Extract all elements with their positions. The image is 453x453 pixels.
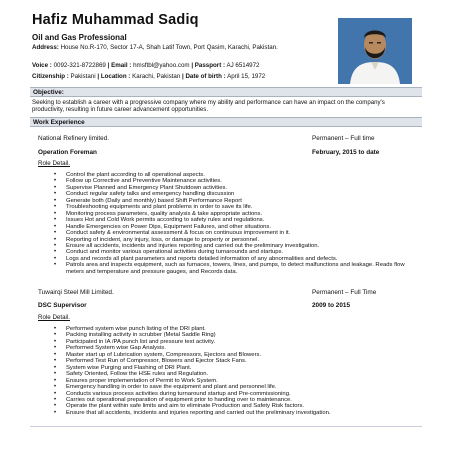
citizenship-value: Pakistani — [70, 73, 96, 80]
job-1-dates: February, 2015 to date — [312, 149, 380, 156]
duty-item: • Participated in IA /PA punch list and pressure test activity. — [52, 339, 420, 345]
duty-item: • Reporting of incident, any injury, loss, or damage to property or personnel. — [52, 237, 420, 243]
duty-item: • Conduct and monitor various operational activities during turnarounds and startups. — [52, 249, 420, 255]
location-label: Location : — [100, 73, 131, 80]
voice-value: 0092-321-8722869 — [53, 62, 106, 69]
job-2-role-label: Role Detail. — [38, 314, 70, 321]
address-label: Address: — [32, 44, 59, 51]
duty-item: • Performed Test Run of Compressor, Blowers and Ejector Stack Fans. — [52, 358, 420, 364]
email-value: hmsftbl@yahoo.com — [133, 62, 190, 69]
job-1-position: Operation Foreman — [38, 149, 97, 156]
duty-item: • Conduct regular safety talks and emergency handling discussion — [52, 191, 420, 197]
duty-item: • Ensures proper implementation of Permit to Work System. — [52, 378, 420, 384]
address-line — [32, 44, 322, 52]
person-icon — [338, 18, 412, 84]
duty-item: • Handle Emergencies on Power Dips, Equipment Failures, and other situations. — [52, 224, 420, 230]
job-1-duties — [52, 172, 420, 275]
duty-item: • Master start up of Lubrication system, Compressors, Ejectors and Blowers. — [52, 352, 420, 358]
work-experience-heading: Work Experience — [30, 117, 422, 127]
duty-item: • Control the plant according to all operational aspects. — [52, 172, 420, 178]
job-1-role-label: Role Detail. — [38, 160, 70, 167]
duty-item: • Packing installing activity in scrubber (Metal Saddle Ring) — [52, 332, 420, 338]
duty-item: • Issues Hot and Cold Work permits according to safety rules and regulations. — [52, 217, 420, 223]
duty-item: • Generate both (Daily and monthly) based Shift Performance Report — [52, 198, 420, 204]
duty-item: • Ensure all accidents, incidents and injuries reporting and carried out the preliminary investigation. — [52, 243, 420, 249]
duty-item: • Safety Oriented, Follow the HSE rules and Regulation. — [52, 371, 420, 377]
candidate-title: Oil and Gas Professional — [32, 33, 127, 42]
job-2-position: DSC Supervisor — [38, 302, 87, 309]
candidate-name: Hafiz Muhammad Sadiq — [32, 12, 199, 28]
duty-item: • System wise Purging and Flashing of DRI Plant. — [52, 365, 420, 371]
duty-item: • Emergency handling in order to save the equipment and plant and personnel life. — [52, 384, 420, 390]
dob-value: April 15, 1972 — [227, 73, 266, 80]
objective-heading: Objective: — [30, 87, 422, 97]
voice-label: Voice : — [32, 62, 52, 69]
duty-item: • Performed system wise punch listing of the DRI plant. — [52, 326, 420, 332]
job-2-duties — [52, 326, 420, 416]
duty-item: • Monitoring process parameters, quality analysis & take appropriate actions. — [52, 211, 420, 217]
job-2-company: Tuwairqi Steel Mill Limited. — [38, 289, 114, 296]
job-1-type: Permanent – Full time — [312, 135, 375, 142]
duty-item: • Logs and records all plant parameters and reports detailed information of any abnormalities and defects. — [52, 256, 420, 262]
job-2-type: Permanent – Full Time — [312, 289, 377, 296]
duty-item: • Troubleshooting equipments and plant problems in order to save its life. — [52, 204, 420, 210]
dob-label: Date of birth : — [185, 73, 226, 80]
duty-item: • Operate the plant within safe limits and aim to eliminate Production and Safety Risk factors. — [52, 403, 420, 409]
address-value: House No.R-170, Sector 17-A, Shah Latif Town, Port Qasim, Karachi, Pakistan. — [60, 44, 278, 51]
duty-item: • Conducts various process activities during turnaround startup and Pre-commissioning. — [52, 391, 420, 397]
duty-item: • Follow up Corrective and Preventive Maintenance activities. — [52, 178, 420, 184]
passport-label: Passport : — [194, 62, 226, 69]
objective-text: Seeking to establish a career with a progressive company where my ability and performance can have an impact on the company's productivity, resulting in future career advancement opportunities. — [32, 99, 385, 114]
passport-value: AJ 6514972 — [226, 62, 260, 69]
duty-item: • Conduct safety & environmental assessment & focus on continuous improvement in it. — [52, 230, 420, 236]
duty-item: • Performed System wise Gap Analysis. — [52, 345, 420, 351]
contact-line: Voice : 0092-321-8722869 | Email : hmsftbl@yahoo.com | Passport : AJ 6514972 — [32, 62, 260, 69]
personal-line: Citizenship : Pakistani | Location : Karachi, Pakistan | Date of birth : April 15, 1972 — [32, 73, 266, 80]
job-2-dates: 2009 to 2015 — [312, 302, 351, 309]
profile-photo — [338, 18, 412, 84]
duty-item: • Supervise Planned and Emergency Plant Shutdown activities. — [52, 185, 420, 191]
citizenship-label: Citizenship : — [32, 73, 69, 80]
email-label: Email : — [111, 62, 132, 69]
duty-item: • Patrols area and inspects equipment, such as furnaces, towers, lines, and pumps, to detect malfunctions and leakage. Reads flow meters and temperature and pressure gauges, and Records data. — [52, 262, 420, 275]
duty-item: • Ensure that all accidents, incidents and injuries reporting and carried out the preliminary investigation. — [52, 410, 420, 416]
duty-item: • Carries out operational preparation of equipment prior to handing over to maintenance. — [52, 397, 420, 403]
job-1-company: National Refinery limited. — [38, 135, 110, 142]
bottom-divider — [30, 426, 422, 427]
location-value: Karachi, Pakistan — [132, 73, 181, 80]
